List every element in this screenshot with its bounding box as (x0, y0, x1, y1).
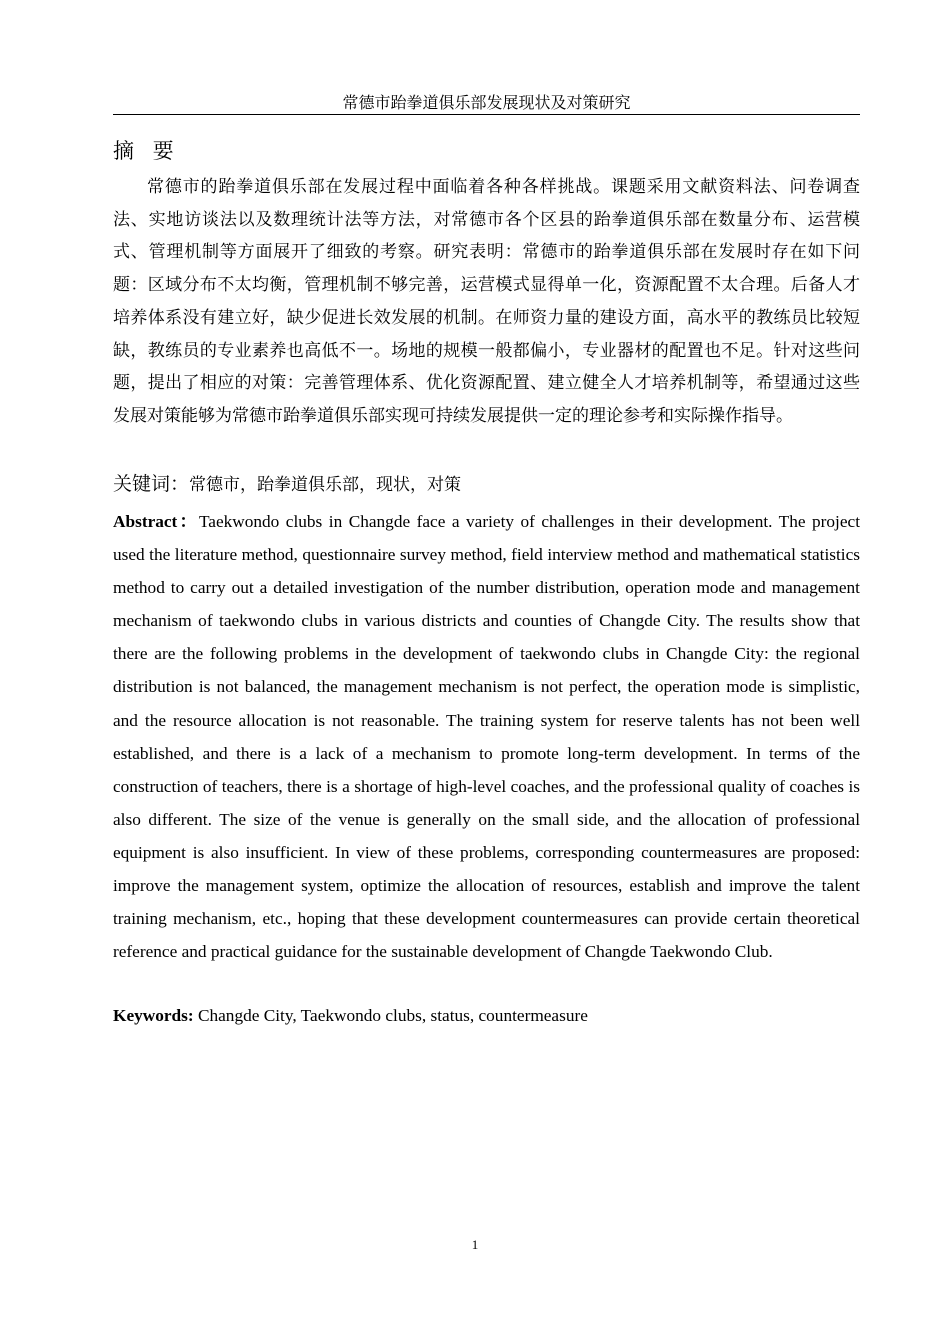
header-rule (113, 114, 860, 115)
abstract-en-body: Taekwondo clubs in Changde face a variety of challenges in their development. The project used the literature method, questionnaire survey method, field interview method and mathematical statistics method to carry out a detailed investigation of the number distribution, operation mode and management mechanism of taekwondo clubs in various districts and counties of Changde City. The results show that there are the following problems in the development of taekwondo clubs in Changde City: the regional distribution is not balanced, the management mechanism is not perfect, the operation mode is simplistic, and the resource allocation is not reasonable. The training system for reserve talents has not been well established, and there is a lack of a mechanism to promote long-term development. In terms of the construction of teachers, there is a shortage of high-level coaches, and the professional quality of coaches is also different. The size of the venue is generally on the small side, and the allocation of professional equipment is also insufficient. In view of these problems, corresponding countermeasures are proposed: improve the management system, optimize the allocation of resources, establish and improve the talent training mechanism, etc., hoping that these development countermeasures can provide certain theoretical reference and practical guidance for the sustainable development of Changde Taekwondo Club. (113, 512, 860, 962)
keywords-cn-label: 关键词： (113, 473, 190, 495)
abstract-en-label: Abstract： (113, 512, 199, 531)
keywords-en-label: Keywords: (113, 1006, 194, 1025)
keywords-en-text: Changde City, Taekwondo clubs, status, countermeasure (193, 1006, 588, 1025)
abstract-cn-title: 摘 要 (113, 139, 180, 163)
page-number: 1 (471, 1237, 479, 1252)
keywords-en (113, 1002, 860, 1030)
keywords-cn-text: 常德市，跆拳道俱乐部，现状，对策 (189, 475, 462, 495)
abstract-cn-body: 常德市的跆拳道俱乐部在发展过程中面临着各种各样挑战。课题采用文献资料法、问卷调查法、实地访谈法以及数理统计法等方法，对常德市各个区县的跆拳道俱乐部在数量分布、运营模式、管理机制等方面展开了细致的考察。研究表明：常德市的跆拳道俱乐部在发展时存在如下问题：区域分布不太均衡，管理机制不够完善，运营模式显得单一化，资源配置不太合理。后备人才培养体系没有建立好，缺少促进长效发展的机制。在师资力量的建设方面，高水平的教练员比较短缺，教练员的专业素养也高低不一。场地的规模一般都偏小，专业器材的配置也不足。针对这些问题，提出了相应的对策：完善管理体系、优化资源配置、建立健全人才培养机制等，希望通过这些发展对策能够为常德市跆拳道俱乐部实现可持续发展提供一定的理论参考和实际操作指导。 (113, 177, 860, 426)
keywords-cn (113, 470, 860, 499)
running-header: 常德市跆拳道俱乐部发展现状及对策研究 (342, 93, 631, 112)
abstract-en (113, 505, 860, 968)
